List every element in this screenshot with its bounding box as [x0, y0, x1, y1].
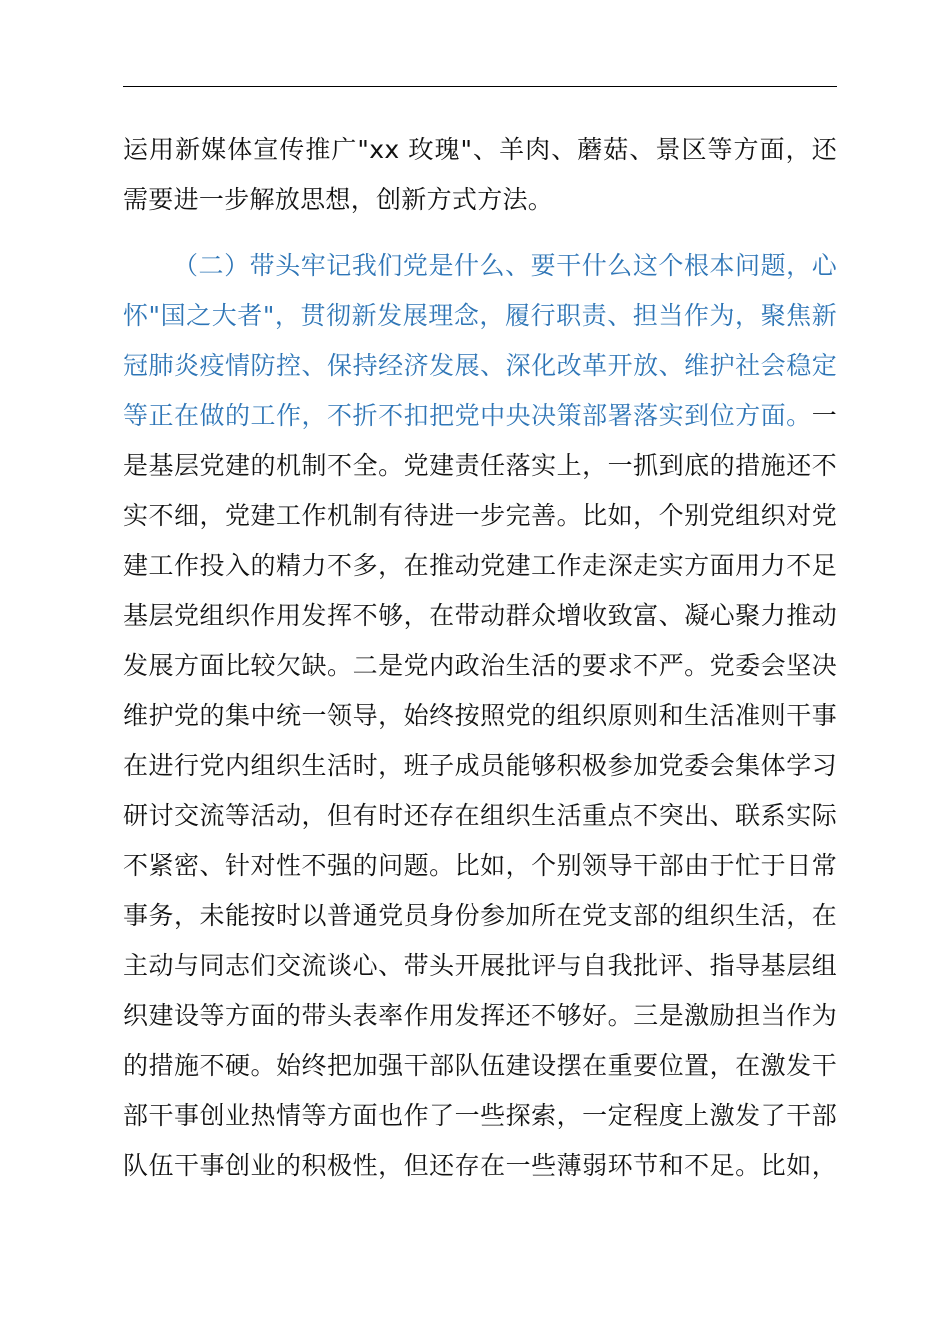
- text-line-15: [123, 841, 837, 891]
- text-line-19: [123, 1041, 837, 1091]
- text-line-17: [123, 941, 837, 991]
- heading-span: 怀"国之大者"，贯彻新发展理念，履行职责、担当作为，聚焦新: [123, 301, 837, 330]
- text-line-21: [123, 1141, 837, 1191]
- text-line-10: [123, 591, 837, 641]
- text-span: 建工作投入的精力不多，在推动党建工作走深走实方面用力不足: [123, 551, 837, 580]
- header-rule: [123, 86, 837, 87]
- text-line-1: [123, 125, 837, 175]
- text-span: 部干事创业热情等方面也作了一些探索，一定程度上激发了干部: [123, 1101, 837, 1130]
- text-span: 需要进一步解放思想，创新方式方法。: [123, 185, 554, 214]
- text-span: 是基层党建的机制不全。党建责任落实上，一抓到底的措施还不: [123, 451, 837, 480]
- text-span: 基层党组织作用发挥不够，在带动群众增收致富、凝心聚力推动: [123, 601, 837, 630]
- heading-line-3: [123, 341, 837, 391]
- text-span: 不紧密、针对性不强的问题。比如，个别领导干部由于忙于日常: [123, 851, 837, 880]
- text-line-18: [123, 991, 837, 1041]
- text-line-7: [123, 441, 837, 491]
- text-span: 主动与同志们交流谈心、带头开展批评与自我批评、指导基层组: [123, 951, 837, 980]
- text-line-9: [123, 541, 837, 591]
- text-line-20: [123, 1091, 837, 1141]
- text-span: 队伍干事创业的积极性，但还存在一些薄弱环节和不足。比如，: [123, 1151, 837, 1180]
- text-line-2: [123, 175, 837, 225]
- heading-span: 冠肺炎疫情防控、保持经济发展、深化改革开放、维护社会稳定: [123, 351, 837, 380]
- text-span: 研讨交流等活动，但有时还存在组织生活重点不突出、联系实际: [123, 801, 837, 830]
- text-line-16: [123, 891, 837, 941]
- heading-line-2: [123, 291, 837, 341]
- text-span: 一: [811, 401, 837, 430]
- text-span: 发展方面比较欠缺。二是党内政治生活的要求不严。党委会坚决: [123, 651, 837, 680]
- heading-span: （二）带头牢记我们党是什么、要干什么这个根本问题，心: [173, 251, 837, 280]
- text-span: 事务，未能按时以普通党员身份参加所在党支部的组织生活，在: [123, 901, 837, 930]
- text-span: 织建设等方面的带头表率作用发挥还不够好。三是激励担当作为: [123, 1001, 837, 1030]
- text-span: 的措施不硬。始终把加强干部队伍建设摆在重要位置，在激发干: [123, 1051, 837, 1080]
- text-span: 运用新媒体宣传推广"xx 玫瑰"、羊肉、蘑菇、景区等方面，还: [123, 135, 837, 164]
- heading-line-1: [173, 241, 837, 291]
- text-line-14: [123, 791, 837, 841]
- text-line-12: [123, 691, 837, 741]
- text-line-8: [123, 491, 837, 541]
- text-span: 维护党的集中统一领导，始终按照党的组织原则和生活准则干事: [123, 701, 837, 730]
- text-span: 实不细，党建工作机制有待进一步完善。比如，个别党组织对党: [123, 501, 837, 530]
- text-line-13: [123, 741, 837, 791]
- heading-span: 等正在做的工作，不折不扣把党中央决策部署落实到位方面。: [123, 401, 812, 430]
- text-line-11: [123, 641, 837, 691]
- text-span: 在进行党内组织生活时，班子成员能够积极参加党委会集体学习: [123, 751, 837, 780]
- mixed-line-4: [123, 391, 837, 441]
